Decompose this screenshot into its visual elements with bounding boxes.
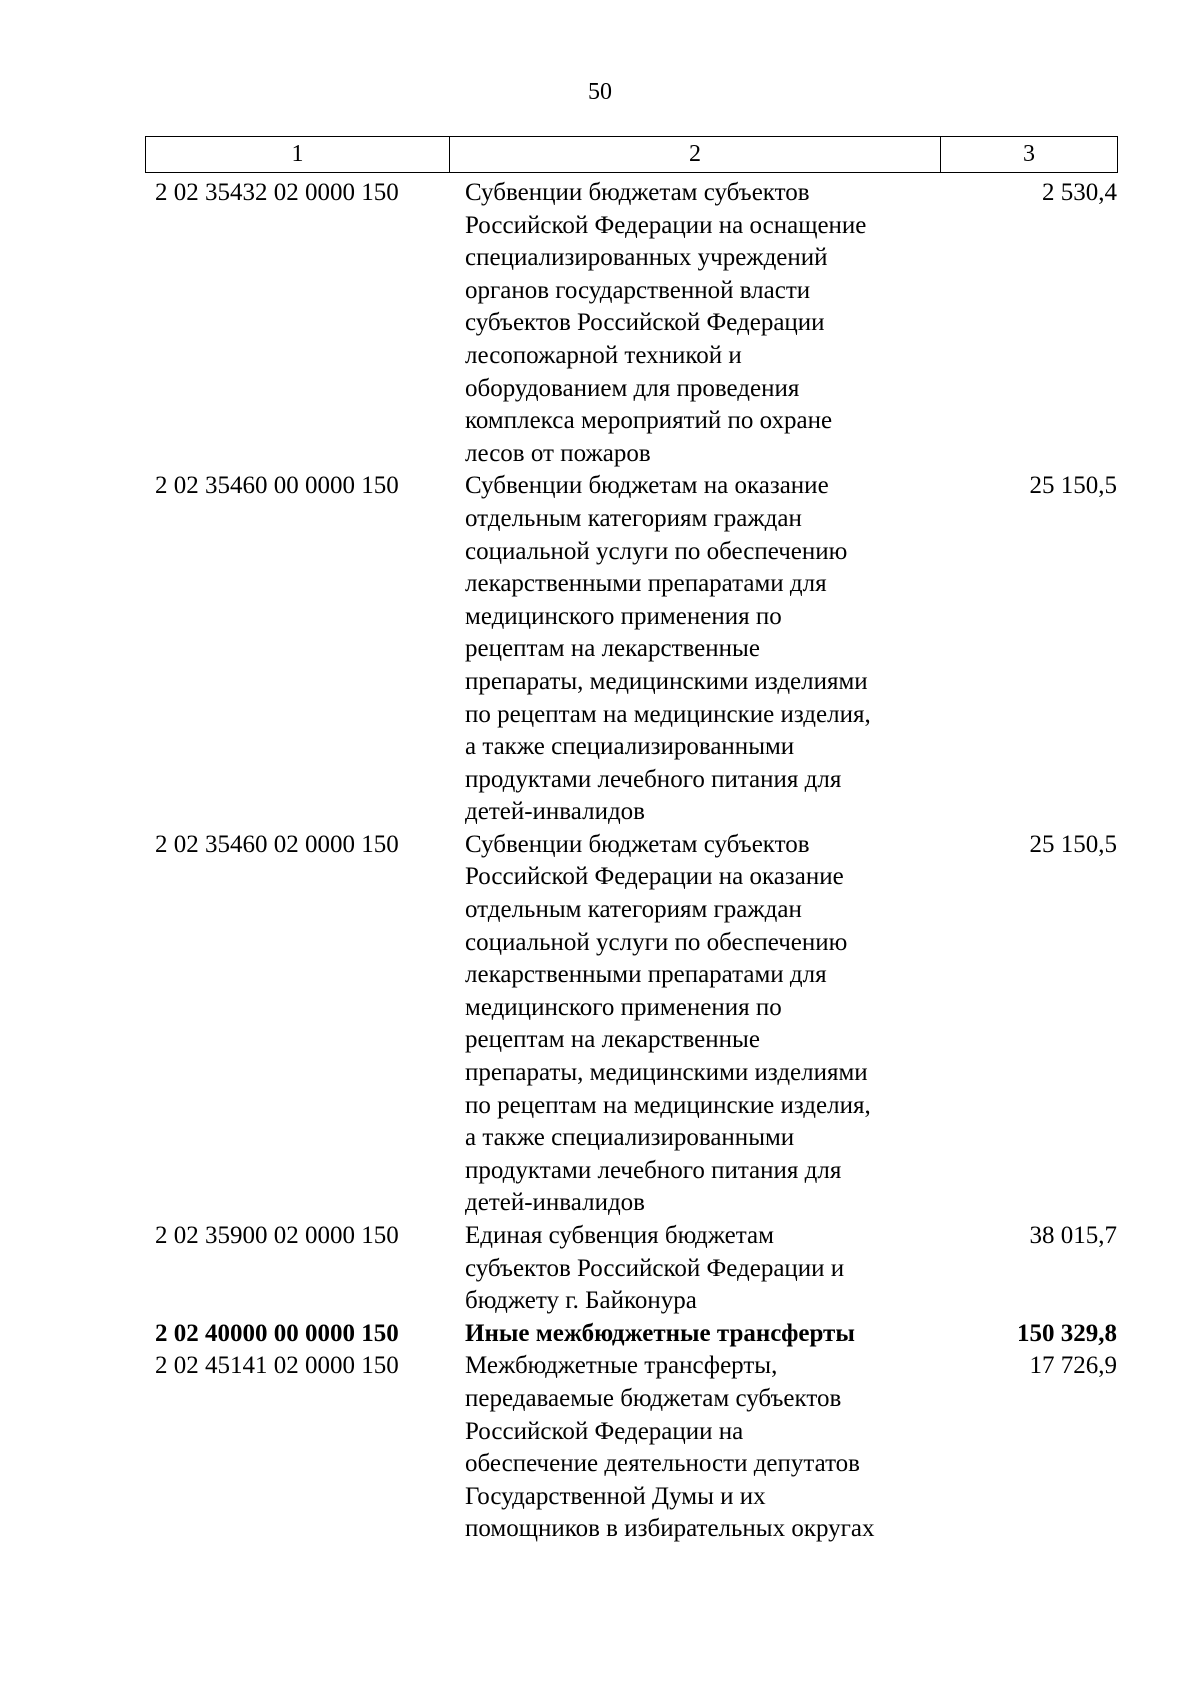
table-row — [0, 1350, 1200, 1546]
header-col-3: 3 — [1023, 141, 1035, 167]
row-description: Субвенции бюджетам субъектов Российской Федерации на оснащение специализированных учреждений органов государственной власти субъектов Российской Федерации лесопожарной техникой и оборудованием для проведения комплекса мероприятий по охране лесов от пожаров — [465, 179, 867, 467]
row-description: Единая субвенция бюджетам субъектов Российской Федерации и бюджету г. Байконура — [465, 1222, 845, 1315]
header-col-1: 1 — [146, 137, 450, 172]
table-row — [0, 177, 1200, 470]
row-code: 2 02 35460 00 0000 150 — [155, 472, 399, 500]
page-number: 50 — [588, 79, 612, 105]
row-amount: 17 726,9 — [1029, 1352, 1117, 1380]
row-description: Межбюджетные трансферты, передаваемые бюджетам субъектов Российской Федерации на обеспечение деятельности депутатов Государственной Думы и их помощников в избирательных округах — [465, 1352, 875, 1543]
table-body — [0, 177, 1200, 1546]
row-amount: 25 150,5 — [1029, 830, 1117, 858]
header-col-2: 2 — [450, 137, 941, 172]
row-amount: 2 530,4 — [1042, 179, 1117, 206]
row-code: 2 02 45141 02 0000 150 — [155, 1352, 399, 1380]
row-code: 2 02 40000 00 0000 150 — [155, 1319, 399, 1347]
row-code: 2 02 35432 02 0000 150 — [155, 179, 399, 206]
row-code: 2 02 35460 02 0000 150 — [155, 830, 399, 858]
row-code: 2 02 35900 02 0000 150 — [155, 1222, 399, 1249]
row-amount: 25 150,5 — [1029, 472, 1117, 500]
row-description: Иные межбюджетные трансферты — [465, 1319, 855, 1347]
row-description: Субвенции бюджетам субъектов Российской Федерации на оказание отдельным категориям граждан социальной услуги по обеспечению лекарственными препаратами для медицинского применения по рецептам на лекарственные препараты, медицинскими изделиями по рецептам на медицинские изделия, а также специализированными продуктами лечебного питания для детей-инвалидов — [465, 830, 871, 1217]
row-amount: 38 015,7 — [1029, 1222, 1117, 1249]
table-row — [0, 1220, 1200, 1318]
table-row-total — [0, 1318, 1200, 1351]
row-amount: 150 329,8 — [1017, 1319, 1117, 1347]
table-row — [0, 829, 1200, 1220]
row-description: Субвенции бюджетам на оказание отдельным категориям граждан социальной услуги по обеспечению лекарственными препаратами для медицинского применения по рецептам на лекарственные препараты, медицинскими изделиями по рецептам на медицинские изделия, а также специализированными продуктами лечебного питания для детей-инвалидов — [465, 472, 871, 826]
table-header — [145, 136, 1118, 173]
table-row — [0, 470, 1200, 829]
